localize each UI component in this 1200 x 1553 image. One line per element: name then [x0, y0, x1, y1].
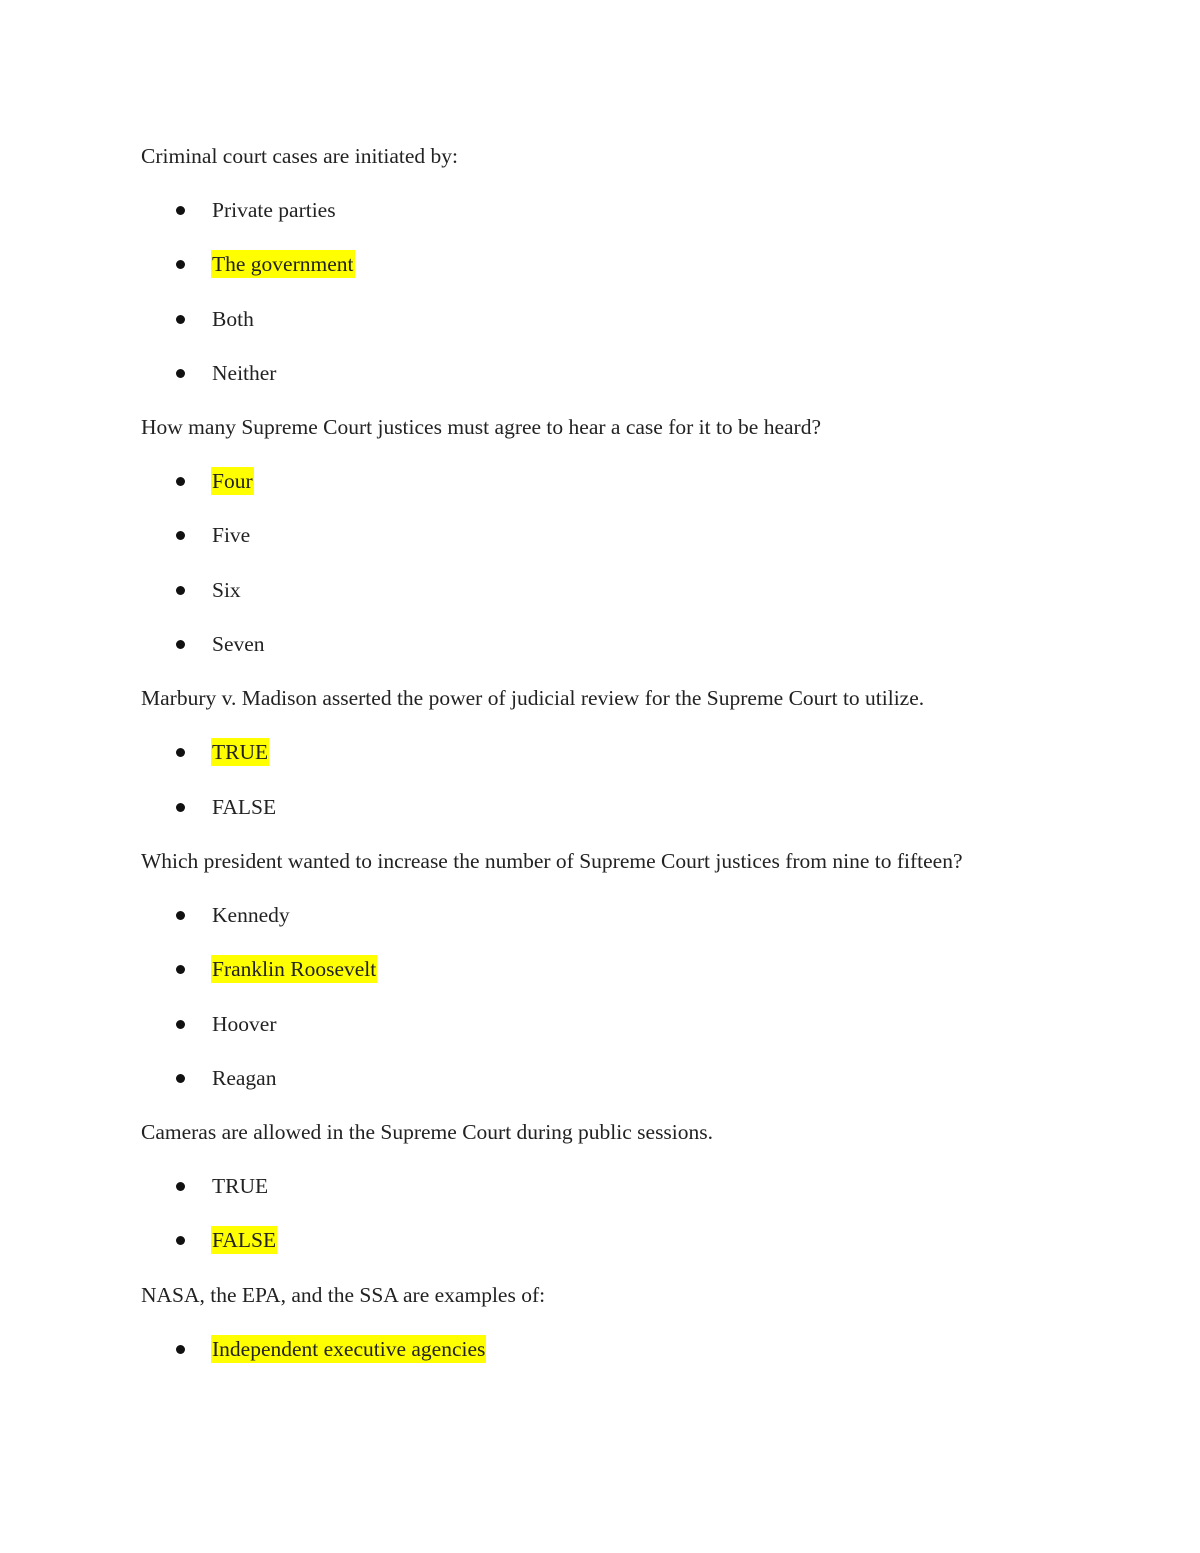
option-text: The government — [212, 252, 354, 277]
option-text: Independent executive agencies — [212, 1336, 486, 1361]
bullet-icon — [176, 477, 185, 486]
bullet-icon — [176, 803, 185, 812]
option-list — [141, 734, 1101, 824]
bullet-icon — [176, 586, 185, 595]
option-text: Franklin Roosevelt — [212, 957, 377, 982]
option-text: TRUE — [212, 740, 269, 765]
option-text: Reagan — [212, 1065, 277, 1090]
bullet-icon — [176, 1236, 185, 1245]
option-item — [141, 517, 1101, 553]
question-text: How many Supreme Court justices must agree to hear a case for it to be heard? — [141, 415, 822, 440]
question-text: Cameras are allowed in the Supreme Court during public sessions. — [141, 1120, 714, 1145]
question-block — [141, 1114, 1101, 1258]
option-text: FALSE — [212, 794, 277, 819]
option-item — [141, 1331, 1101, 1367]
option-item — [141, 1222, 1101, 1258]
bullet-icon — [176, 1074, 185, 1083]
option-text: Private parties — [212, 198, 336, 222]
option-list — [141, 463, 1101, 662]
quiz-content — [141, 138, 1101, 1385]
question-block — [141, 138, 1101, 391]
bullet-icon — [176, 531, 185, 540]
question-text: Which president wanted to increase the number of Supreme Court justices from nine to fifteen? — [141, 848, 963, 873]
question-text: Marbury v. Madison asserted the power of judicial review for the Supreme Court to utilize. — [141, 686, 925, 711]
option-text: Kennedy — [212, 902, 290, 927]
bullet-icon — [176, 640, 185, 649]
bullet-icon — [176, 1182, 185, 1191]
bullet-icon — [176, 369, 185, 378]
question-text: NASA, the EPA, and the SSA are examples of: — [141, 1282, 546, 1307]
option-text: Both — [212, 306, 254, 331]
option-item — [141, 789, 1101, 825]
option-text: FALSE — [212, 1228, 277, 1253]
option-text: Five — [212, 523, 251, 548]
bullet-icon — [176, 315, 185, 324]
option-item — [141, 734, 1101, 770]
option-item — [141, 626, 1101, 662]
bullet-icon — [176, 911, 185, 920]
option-item — [141, 301, 1101, 337]
question-block — [141, 409, 1101, 662]
question-block — [141, 680, 1101, 824]
option-text: Six — [212, 577, 241, 602]
option-item — [141, 897, 1101, 933]
option-item — [141, 572, 1101, 608]
bullet-icon — [176, 965, 185, 974]
option-list — [141, 192, 1101, 391]
option-item — [141, 192, 1101, 228]
option-text: Four — [212, 469, 253, 494]
bullet-icon — [176, 748, 185, 757]
option-list — [141, 897, 1101, 1096]
option-text: Seven — [212, 632, 265, 657]
option-item — [141, 463, 1101, 499]
bullet-icon — [176, 206, 185, 215]
question-block — [141, 1277, 1101, 1367]
option-item — [141, 1006, 1101, 1042]
question-text: Criminal court cases are initiated by: — [141, 144, 459, 168]
option-item — [141, 1060, 1101, 1096]
option-text: TRUE — [212, 1174, 269, 1199]
option-item — [141, 1168, 1101, 1204]
option-text: Neither — [212, 360, 277, 385]
option-list — [141, 1168, 1101, 1258]
bullet-icon — [176, 260, 185, 269]
question-block — [141, 843, 1101, 1096]
option-text: Hoover — [212, 1011, 277, 1036]
option-item — [141, 246, 1101, 282]
bullet-icon — [176, 1345, 185, 1354]
bullet-icon — [176, 1020, 185, 1029]
option-item — [141, 951, 1101, 987]
option-list — [141, 1331, 1101, 1367]
option-item — [141, 355, 1101, 391]
